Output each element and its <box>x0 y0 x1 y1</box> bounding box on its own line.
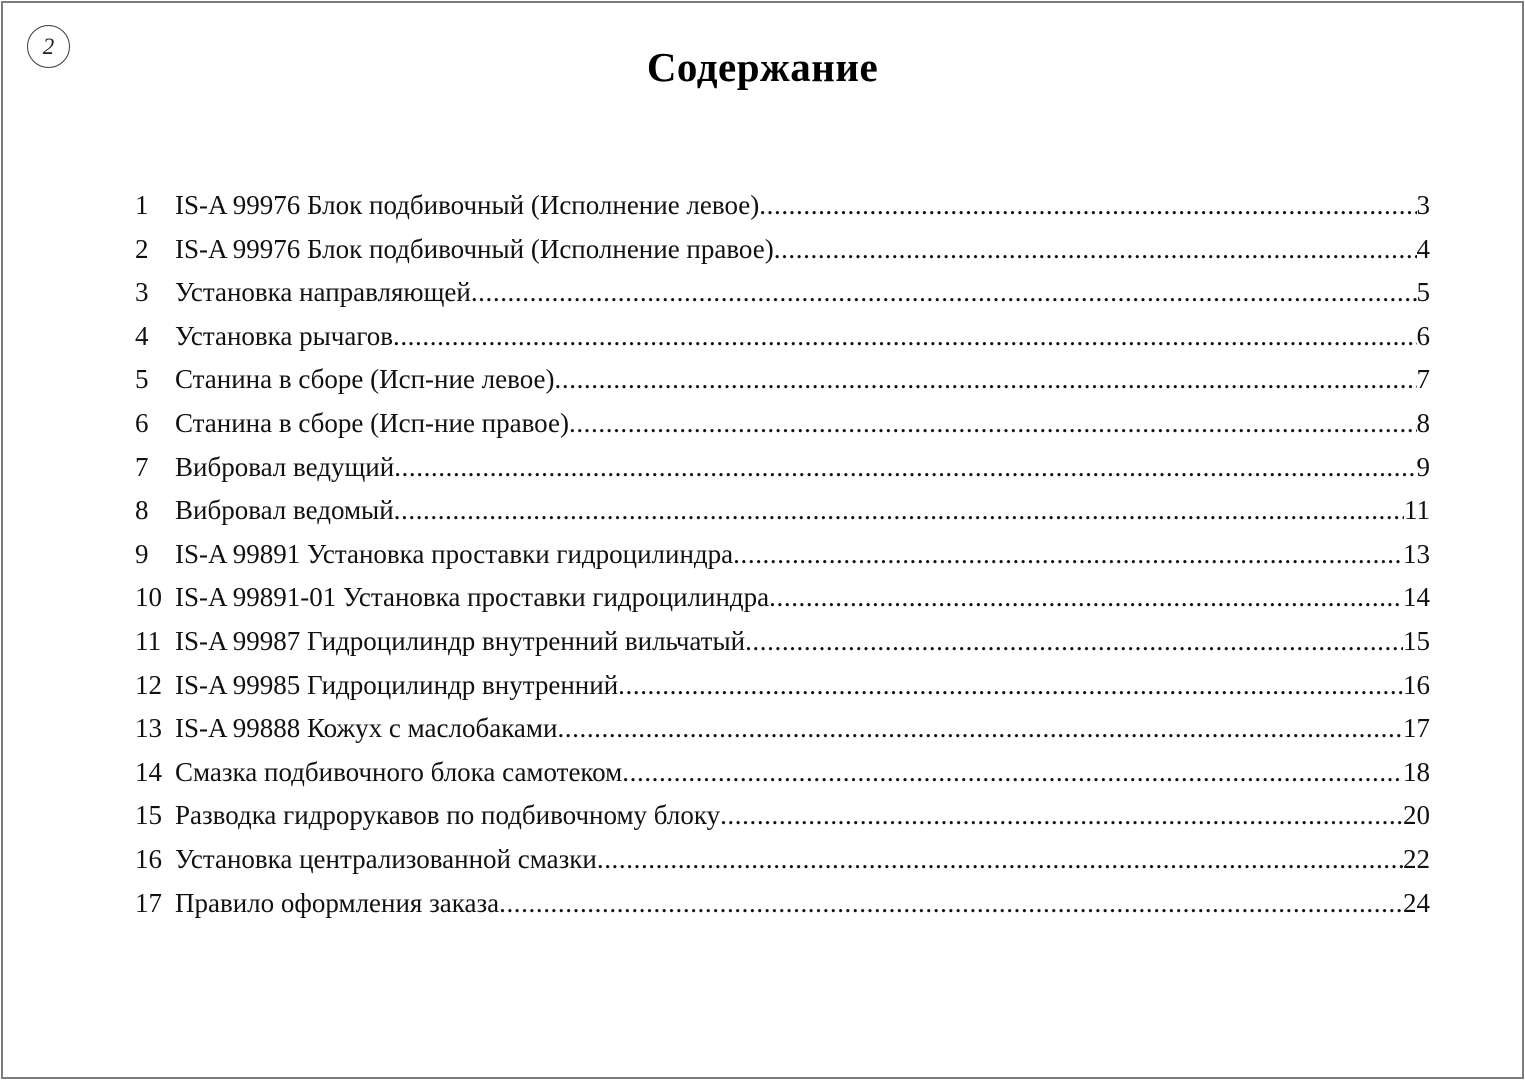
toc-item-page: 13 <box>1403 538 1430 569</box>
toc-item-number: 6 <box>135 407 149 438</box>
page-title: Содержание <box>646 44 879 90</box>
toc-item-title: Вибровал ведомый <box>175 495 394 526</box>
toc-item-number: 7 <box>135 451 149 482</box>
toc-item-title: Станина в сборе (Исп-ние левое) <box>175 364 555 395</box>
toc-row <box>135 838 1430 882</box>
toc-item-page: 18 <box>1403 756 1430 787</box>
toc-row <box>135 707 1430 751</box>
toc-item-number: 2 <box>135 233 149 264</box>
toc-dot-leader <box>769 576 1403 620</box>
toc-item-page: 9 <box>1416 451 1430 482</box>
toc-item-number: 3 <box>135 277 149 308</box>
toc-item-page: 11 <box>1404 495 1430 526</box>
toc-dot-leader <box>393 315 1417 359</box>
toc-item-title: Установка централизованной смазки <box>175 843 597 874</box>
toc-dot-leader <box>597 838 1403 882</box>
toc-item-page: 5 <box>1416 277 1430 308</box>
toc-dot-leader <box>555 358 1417 402</box>
toc-row <box>135 664 1430 708</box>
toc-dot-leader <box>720 794 1403 838</box>
toc-item-title: Станина в сборе (Исп-ние правое) <box>175 407 569 438</box>
toc-list <box>135 184 1430 925</box>
toc-item-number: 14 <box>135 756 162 787</box>
toc-item-page: 17 <box>1403 713 1430 744</box>
toc-item-title: Установка направляющей <box>175 277 471 308</box>
toc-dot-leader <box>745 620 1403 664</box>
toc-row <box>135 620 1430 664</box>
toc-row <box>135 184 1430 228</box>
toc-item-number: 11 <box>135 625 161 656</box>
toc-item-title: Правило оформления заказа <box>175 887 500 918</box>
toc-row <box>135 271 1430 315</box>
toc-row <box>135 315 1430 359</box>
toc-item-page: 4 <box>1416 233 1430 264</box>
toc-item-page: 7 <box>1416 364 1430 395</box>
toc-item-page: 3 <box>1416 190 1430 220</box>
toc-row <box>135 446 1430 490</box>
toc-item-number: 8 <box>135 495 149 526</box>
toc-dot-leader <box>471 271 1417 315</box>
toc-row <box>135 228 1430 272</box>
toc-item-number: 12 <box>135 669 162 700</box>
toc-item-number: 15 <box>135 800 162 831</box>
toc-item-number: 1 <box>135 190 149 220</box>
toc-dot-leader <box>733 533 1403 577</box>
toc-item-number: 9 <box>135 538 149 569</box>
toc-dot-leader <box>569 402 1417 446</box>
page-number-badge-value: 2 <box>42 33 55 59</box>
toc-item-title: IS-A 99976 Блок подбивочный (Исполнение правое) <box>175 233 774 264</box>
toc-row <box>135 402 1430 446</box>
toc-item-title: IS-A 99891 Установка проставки гидроцилиндра <box>175 538 734 569</box>
toc-item-number: 5 <box>135 364 149 395</box>
toc-dot-leader <box>557 707 1403 751</box>
toc-row <box>135 533 1430 577</box>
toc-row <box>135 751 1430 795</box>
toc-item-title: IS-A 99891-01 Установка проставки гидроцилиндра <box>175 582 770 613</box>
toc-item-title: Смазка подбивочного блока самотеком <box>175 756 623 787</box>
toc-dot-leader <box>759 184 1416 228</box>
toc-item-number: 10 <box>135 582 162 613</box>
toc-item-number: 4 <box>135 320 149 351</box>
toc-item-number: 13 <box>135 713 162 744</box>
toc-item-title: IS-A 99985 Гидроцилиндр внутренний <box>175 669 619 700</box>
toc-item-page: 22 <box>1403 843 1430 874</box>
toc-item-title: Вибровал ведущий <box>175 451 395 482</box>
toc-dot-leader <box>394 489 1404 533</box>
toc-item-number: 17 <box>135 887 162 918</box>
toc-row <box>135 576 1430 620</box>
toc-item-page: 15 <box>1403 625 1430 656</box>
toc-dot-leader <box>618 664 1403 708</box>
toc-item-title: IS-A 99987 Гидроцилиндр внутренний вильчатый <box>175 625 746 656</box>
toc-item-title: Разводка гидрорукавов по подбивочному блоку <box>175 800 721 831</box>
toc-row <box>135 794 1430 838</box>
toc-dot-leader <box>499 882 1403 926</box>
toc-item-title: IS-A 99888 Кожух с маслобаками <box>175 713 558 744</box>
toc-row <box>135 882 1430 926</box>
toc-item-number: 16 <box>135 843 162 874</box>
toc-item-page: 16 <box>1403 669 1430 700</box>
toc-item-page: 24 <box>1403 887 1430 918</box>
toc-dot-leader <box>394 446 1416 490</box>
toc-item-page: 14 <box>1403 582 1430 613</box>
toc-item-page: 20 <box>1403 800 1430 831</box>
toc-row <box>135 489 1430 533</box>
toc-item-page: 8 <box>1416 407 1430 438</box>
toc-item-page: 6 <box>1416 320 1430 351</box>
document-page <box>1 1 1524 1079</box>
toc-dot-leader <box>774 228 1417 272</box>
toc-item-title: IS-A 99976 Блок подбивочный (Исполнение левое) <box>175 190 760 220</box>
toc-dot-leader <box>622 751 1403 795</box>
toc-row <box>135 358 1430 402</box>
toc-item-title: Установка рычагов <box>175 320 393 351</box>
